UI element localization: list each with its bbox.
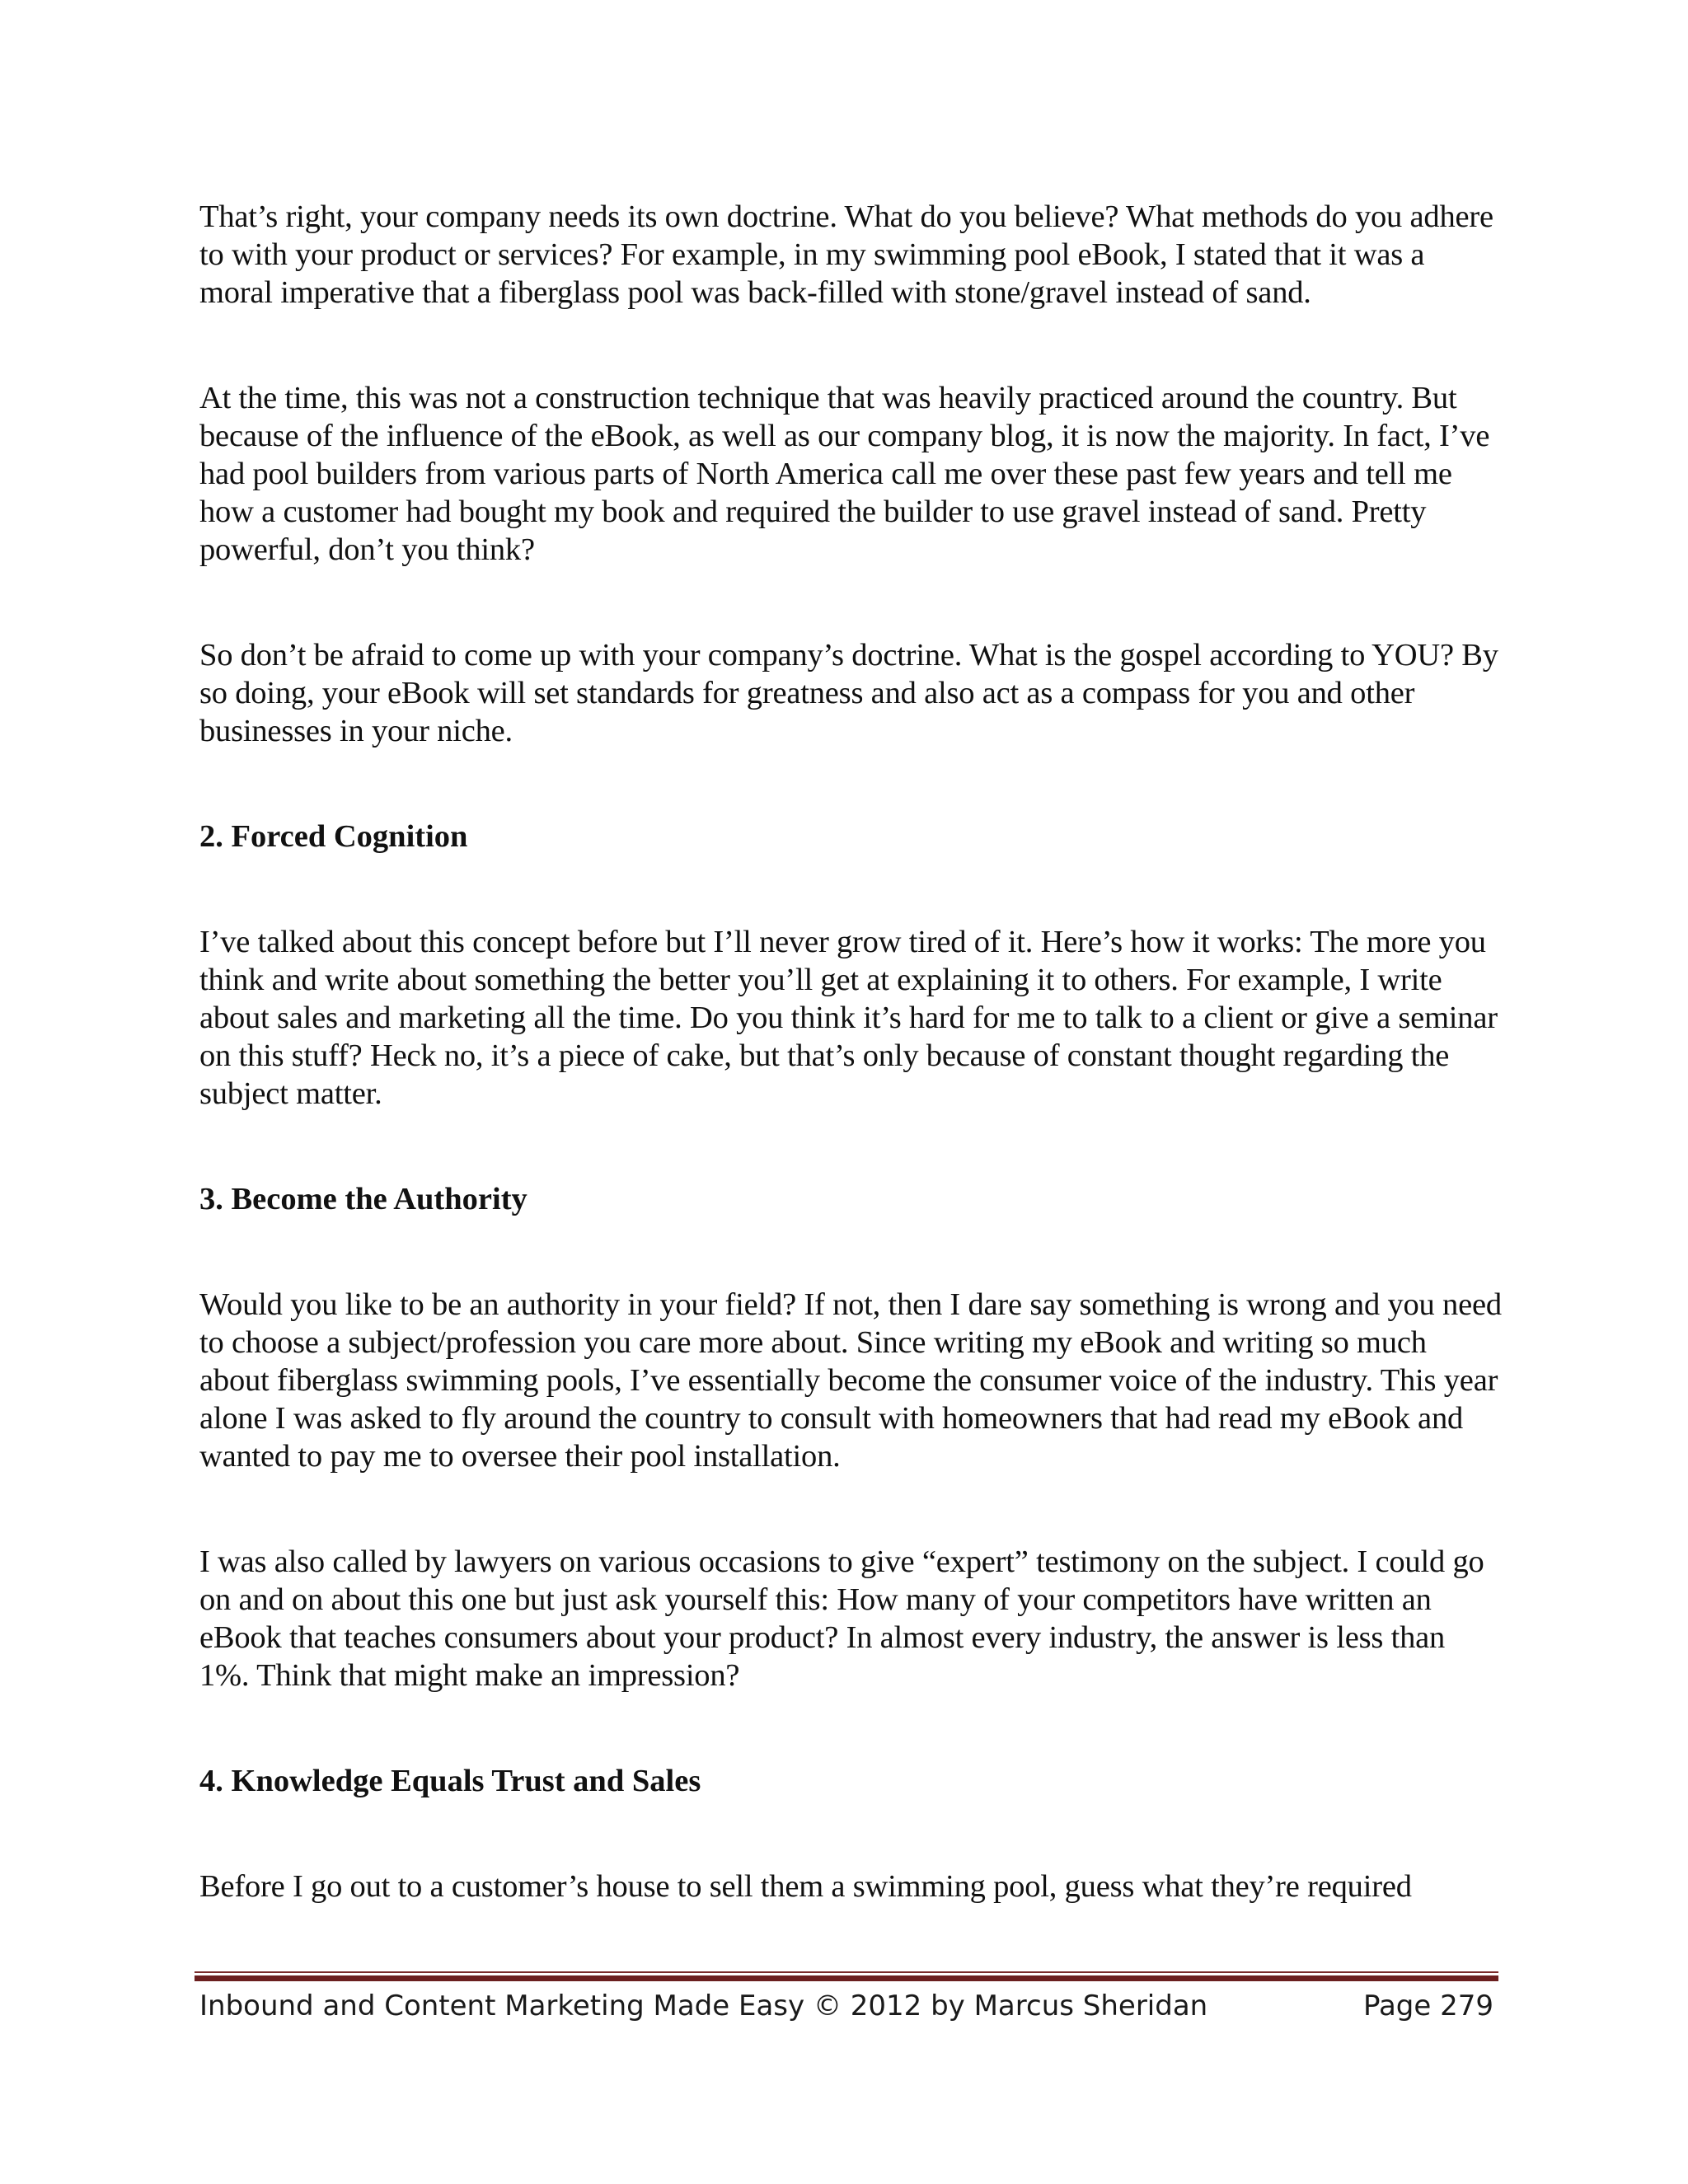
heading-knowledge-trust-sales: 4. Knowledge Equals Trust and Sales <box>199 1764 701 1798</box>
body-content <box>199 198 1502 1905</box>
paragraph-construction-technique: At the time, this was not a construction technique that was heavily practiced around the country. But because of the influence of the eBook, as well as our company blog, it is now the majority. In fact, I’ve had pool builders from various parts of North America call me over these past few years and tell me how a customer had bought my book and required the builder to use gravel instead of sand. Pretty powerful, don’t you think? <box>199 381 1490 567</box>
heading-become-authority: 3. Become the Authority <box>199 1182 528 1216</box>
paragraph-forced-cognition: I’ve talked about this concept before but I’ll never grow tired of it. Here’s how it works: The more you think and write about something the better you’ll get at explaining it to others. For example, I write about sales and marketing all the time. Do you think it’s hard for me to talk to a client or give a seminar on this stuff? Heck no, it’s a piece of cake, but that’s only because of constant thought regarding the subject matter. <box>199 925 1498 1111</box>
footer-copyright: Inbound and Content Marketing Made Easy © 2012 by Marcus Sheridan <box>199 1990 1208 2022</box>
footer-page-number: Page 279 <box>1362 1990 1493 2022</box>
paragraph-authority: Would you like to be an authority in your field? If not, then I dare say something is wrong and you need to choose a subject/profession you care more about. Since writing my eBook and writing so much about fiberglass swimming pools, I’ve essentially become the consumer voice of the industry. This year alone I was asked to fly around the country to consult with homeowners that had read my eBook and wanted to pay me to oversee their pool installation. <box>199 1287 1502 1474</box>
footer-rule-thin <box>195 1971 1498 1973</box>
paragraph-doctrine: That’s right, your company needs its own doctrine. What do you believe? What methods do you adhere to with your product or services? For example, in my swimming pool eBook, I stated that it was a moral imperative that a fiberglass pool was back-filled with stone/gravel instead of sand. <box>199 199 1493 310</box>
paragraph-gospel: So don’t be afraid to come up with your company’s doctrine. What is the gospel according to YOU? By so doing, your eBook will set standards for greatness and also act as a compass for you and other businesses in your niche. <box>199 638 1498 748</box>
paragraph-before-sales-visit: Before I go out to a customer’s house to sell them a swimming pool, guess what they’re required <box>199 1869 1412 1904</box>
footer-rule <box>195 1971 1498 1981</box>
footer-rule-thick <box>195 1975 1498 1981</box>
paragraph-expert-testimony: I was also called by lawyers on various occasions to give “expert” testimony on the subject. I could go on and on about this one but just ask yourself this: How many of your competitors have written an eBook that teaches consumers about your product? In almost every industry, the answer is less than 1%. Think that might make an impression? <box>199 1544 1484 1693</box>
heading-forced-cognition: 2. Forced Cognition <box>199 819 468 854</box>
